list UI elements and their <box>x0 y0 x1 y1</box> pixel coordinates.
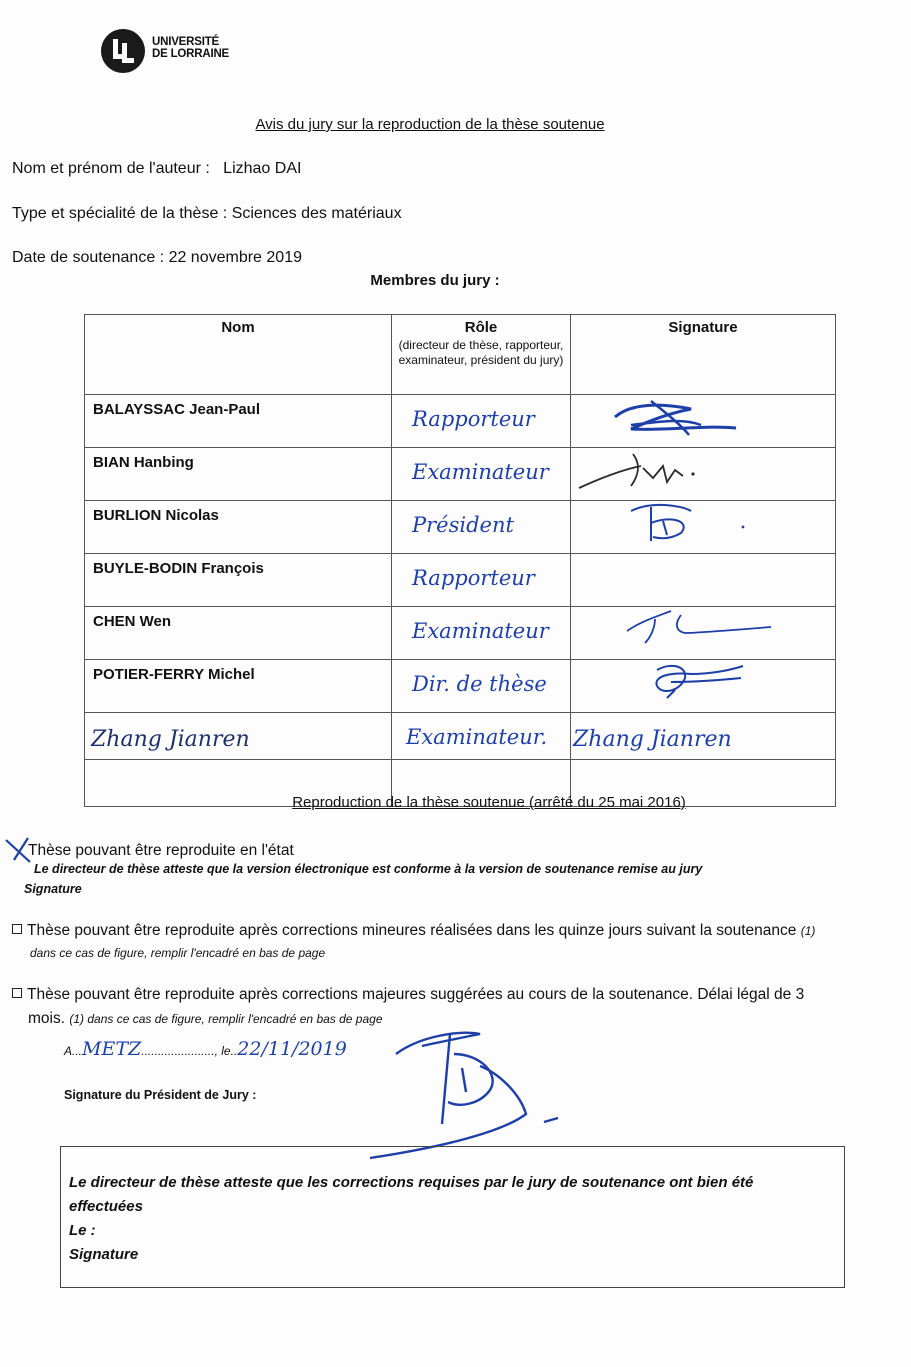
box-line2: effectuées <box>69 1198 143 1215</box>
signature-scribble-icon <box>571 501 837 547</box>
corrections-attestation-box <box>60 1146 845 1288</box>
member-signature <box>571 660 836 713</box>
member-name: POTIER-FERRY Michel <box>85 660 392 713</box>
member-name: BUYLE-BODIN François <box>85 554 392 607</box>
president-signature-label: Signature du Président de Jury : <box>64 1088 257 1102</box>
table-row <box>85 660 836 713</box>
member-signature <box>571 448 836 501</box>
signature-scribble-icon <box>571 395 837 441</box>
box-line4: Signature <box>69 1246 139 1263</box>
option-major-corrections: Thèse pouvant être reproduite après corrections majeures suggérées au cours de la soutenance. Délai légal de 3 <box>12 986 804 1004</box>
thesis-type-field: Type et spécialité de la thèse : Sciences des matériaux <box>12 205 402 222</box>
member-name: BIAN Hanbing <box>85 448 392 501</box>
president-signature-icon <box>330 1024 570 1164</box>
member-signature <box>571 554 836 607</box>
option1-signature-label: Signature <box>24 882 82 896</box>
member-role: Rapporteur <box>392 395 571 448</box>
member-role: Président <box>392 501 571 554</box>
jury-table <box>84 314 836 807</box>
member-name: BURLION Nicolas <box>85 501 392 554</box>
signature-scribble-icon <box>571 448 837 494</box>
header-name: Nom <box>85 315 392 395</box>
member-role: Examinateur <box>392 607 571 660</box>
members-title: Membres du jury : <box>370 272 500 289</box>
university-logo <box>100 28 250 74</box>
member-name: CHEN Wen <box>85 607 392 660</box>
member-signature <box>571 607 836 660</box>
header-signature: Signature <box>571 315 836 395</box>
table-row <box>85 501 836 554</box>
member-name: BALAYSSAC Jean-Paul <box>85 395 392 448</box>
reproduction-title: Reproduction de la thèse soutenue (arrêté du 25 mai 2016) <box>292 794 686 811</box>
checkbox-major[interactable] <box>12 988 22 998</box>
member-signature: Zhang Jianren <box>571 713 836 760</box>
table-row <box>85 607 836 660</box>
member-name: Zhang Jianren <box>85 713 392 760</box>
table-row <box>85 395 836 448</box>
place-city: METZ <box>82 1038 142 1060</box>
option-minor-corrections: Thèse pouvant être reproduite après corrections mineures réalisées dans les quinze jours suivant la soutenance (1) <box>12 922 815 940</box>
option-reproduce-as-is: Thèse pouvant être reproduite en l'état <box>28 842 294 859</box>
table-row <box>85 448 836 501</box>
place-date-line: A...METZ......................, le..22/11/2019 <box>64 1038 347 1060</box>
page-title: Avis du jury sur la reproduction de la thèse soutenue <box>255 116 605 133</box>
place-date: 22/11/2019 <box>237 1038 347 1060</box>
table-row <box>85 713 836 760</box>
defense-date-field: Date de soutenance : 22 novembre 2019 <box>12 249 302 266</box>
table-header-row <box>85 315 836 395</box>
table-row <box>85 554 836 607</box>
member-role: Dir. de thèse <box>392 660 571 713</box>
member-role: Rapporteur <box>392 554 571 607</box>
member-signature <box>571 501 836 554</box>
option3-continued: mois. (1) dans ce cas de figure, remplir l'encadré en bas de page <box>28 1010 383 1027</box>
checkbox-minor[interactable] <box>12 924 22 934</box>
box-line1: Le directeur de thèse atteste que les corrections requises par le jury de soutenance ont bien été <box>69 1174 754 1191</box>
option1-note: Le directeur de thèse atteste que la version électronique est conforme à la version de soutenance remise au jury <box>34 862 703 876</box>
signature-scribble-icon <box>571 607 837 653</box>
member-role: Examinateur. <box>392 713 571 760</box>
member-role: Examinateur <box>392 448 571 501</box>
box-line3: Le : <box>69 1222 96 1239</box>
member-signature <box>571 395 836 448</box>
header-role: Rôle (directeur de thèse, rapporteur, examinateur, président du jury) <box>392 315 571 395</box>
author-field: Nom et prénom de l'auteur : Lizhao DAI <box>12 160 302 177</box>
option2-note: dans ce cas de figure, remplir l'encadré en bas de page <box>30 946 326 960</box>
signature-scribble-icon <box>571 660 837 706</box>
ul-logo-icon <box>100 28 146 74</box>
logo-text: UNIVERSITÉ DE LORRAINE <box>152 36 230 60</box>
